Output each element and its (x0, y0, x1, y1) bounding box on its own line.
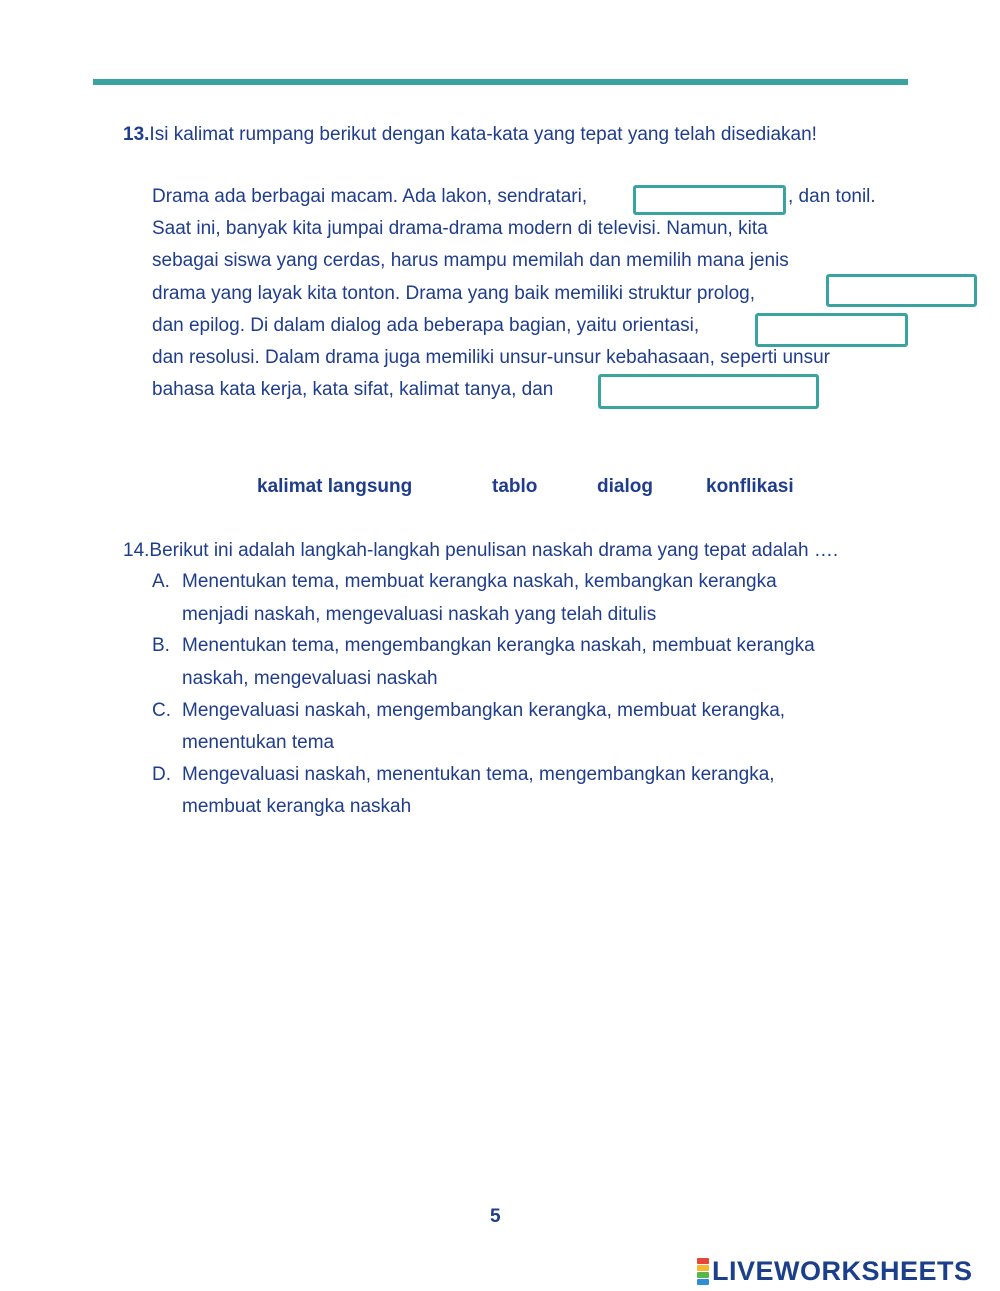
word-bank-item[interactable]: dialog (597, 476, 653, 497)
blank-3[interactable] (755, 313, 908, 347)
word-bank-item[interactable]: konflikasi (706, 476, 794, 497)
word-bank-item[interactable]: kalimat langsung (257, 476, 413, 497)
option-text: menjadi naskah, mengevaluasi naskah yang telah ditulis (182, 604, 657, 625)
page-number: 5 (490, 1206, 501, 1227)
logo-blocks-icon (697, 1258, 709, 1285)
option-letter: C. (152, 700, 171, 721)
option-text: Menentukan tema, mengembangkan kerangka naskah, membuat kerangka (182, 635, 815, 656)
q14-prompt: 14.Berikut ini adalah langkah-langkah penulisan naskah drama yang tepat adalah …. (123, 540, 839, 561)
option-text: Mengevaluasi naskah, mengembangkan kerangka, membuat kerangka, (182, 700, 786, 721)
option-text: Menentukan tema, membuat kerangka naskah, kembangkan kerangka (182, 571, 777, 592)
q13-line-4: drama yang layak kita tonton. Drama yang baik memiliki struktur prolog, (152, 283, 755, 304)
option-text: Mengevaluasi naskah, menentukan tema, mengembangkan kerangka, (182, 764, 775, 785)
liveworksheets-logo (697, 1255, 973, 1287)
option-text: menentukan tema (182, 732, 335, 753)
q13-prompt (123, 123, 817, 147)
q13-prompt-text: Isi kalimat rumpang berikut dengan kata-kata yang tepat yang telah disediakan! (149, 124, 817, 145)
q13-line-6: dan resolusi. Dalam drama juga memiliki unsur-unsur kebahasaan, seperti unsur (152, 347, 830, 368)
q13-line-2: Saat ini, banyak kita jumpai drama-drama modern di televisi. Namun, kita (152, 218, 768, 239)
q13-number: 13. (123, 124, 150, 145)
q13-line-1: Drama ada berbagai macam. Ada lakon, sendratari, (152, 186, 588, 207)
blank-4[interactable] (598, 374, 819, 409)
top-rule (93, 79, 908, 85)
brand-name: LIVEWORKSHEETS (712, 1255, 973, 1286)
option-text: membuat kerangka naskah (182, 796, 412, 817)
option-letter: D. (152, 764, 171, 785)
q13-line-5: dan epilog. Di dalam dialog ada beberapa bagian, yaitu orientasi, (152, 315, 700, 336)
q13-line-1-tail: , dan tonil. (788, 186, 876, 207)
q13-line-7: bahasa kata kerja, kata sifat, kalimat tanya, dan (152, 379, 554, 400)
blank-1[interactable] (633, 185, 786, 215)
option-letter: A. (152, 571, 170, 592)
q13-line-3: sebagai siswa yang cerdas, harus mampu memilah dan memilih mana jenis (152, 250, 789, 271)
option-text: naskah, mengevaluasi naskah (182, 668, 438, 689)
blank-2[interactable] (826, 274, 977, 307)
word-bank-item[interactable]: tablo (492, 476, 538, 497)
option-letter: B. (152, 635, 170, 656)
